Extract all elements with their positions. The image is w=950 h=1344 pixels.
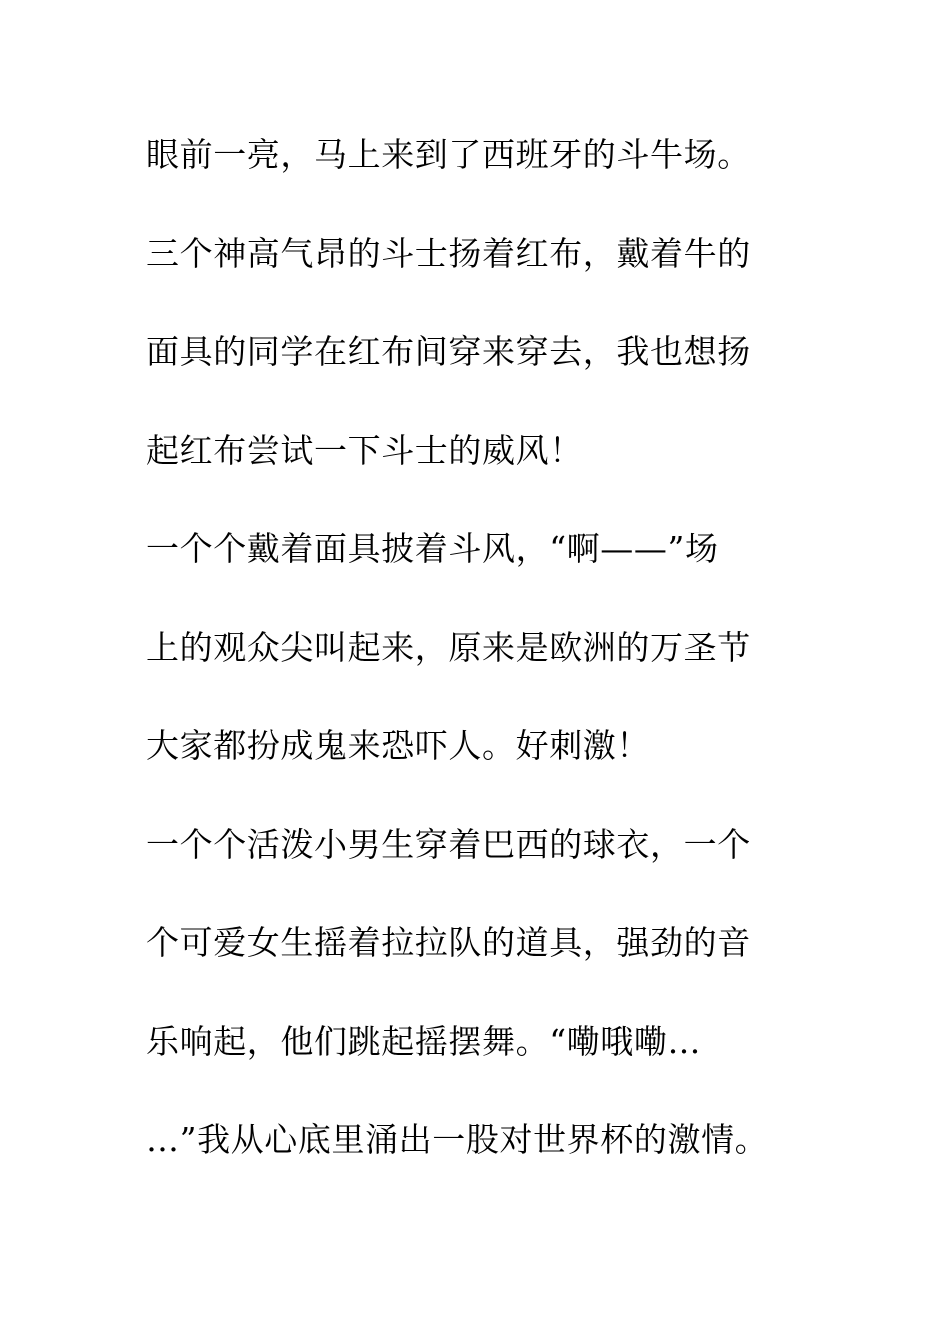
text-line: 面具的同学在红布间穿来穿去，我也想扬 [146,332,751,371]
text-line: …”我从心底里涌出一股对世界杯的激情。 [146,1120,769,1159]
text-line: 眼前一亮，马上来到了西班牙的斗牛场。 [146,135,751,174]
text-line: 一个个戴着面具披着斗风，“啊——”场 [146,529,719,568]
text-line: 大家都扮成鬼来恐吓人。好刺激！ [146,726,650,765]
text-line: 个可爱女生摇着拉拉队的道具，强劲的音 [146,923,751,962]
text-line: 一个个活泼小男生穿着巴西的球衣，一个 [146,824,751,864]
text-line: 三个神高气昂的斗士扬着红布，戴着牛的 [146,233,751,273]
text-line: 上的观众尖叫起来，原来是欧洲的万圣节 [146,627,751,667]
text-line: 起红布尝试一下斗士的威风！ [146,430,583,470]
text-line: 乐响起，他们跳起摇摆舞。“嘞哦嘞… [146,1021,702,1061]
body-text [146,125,826,1209]
